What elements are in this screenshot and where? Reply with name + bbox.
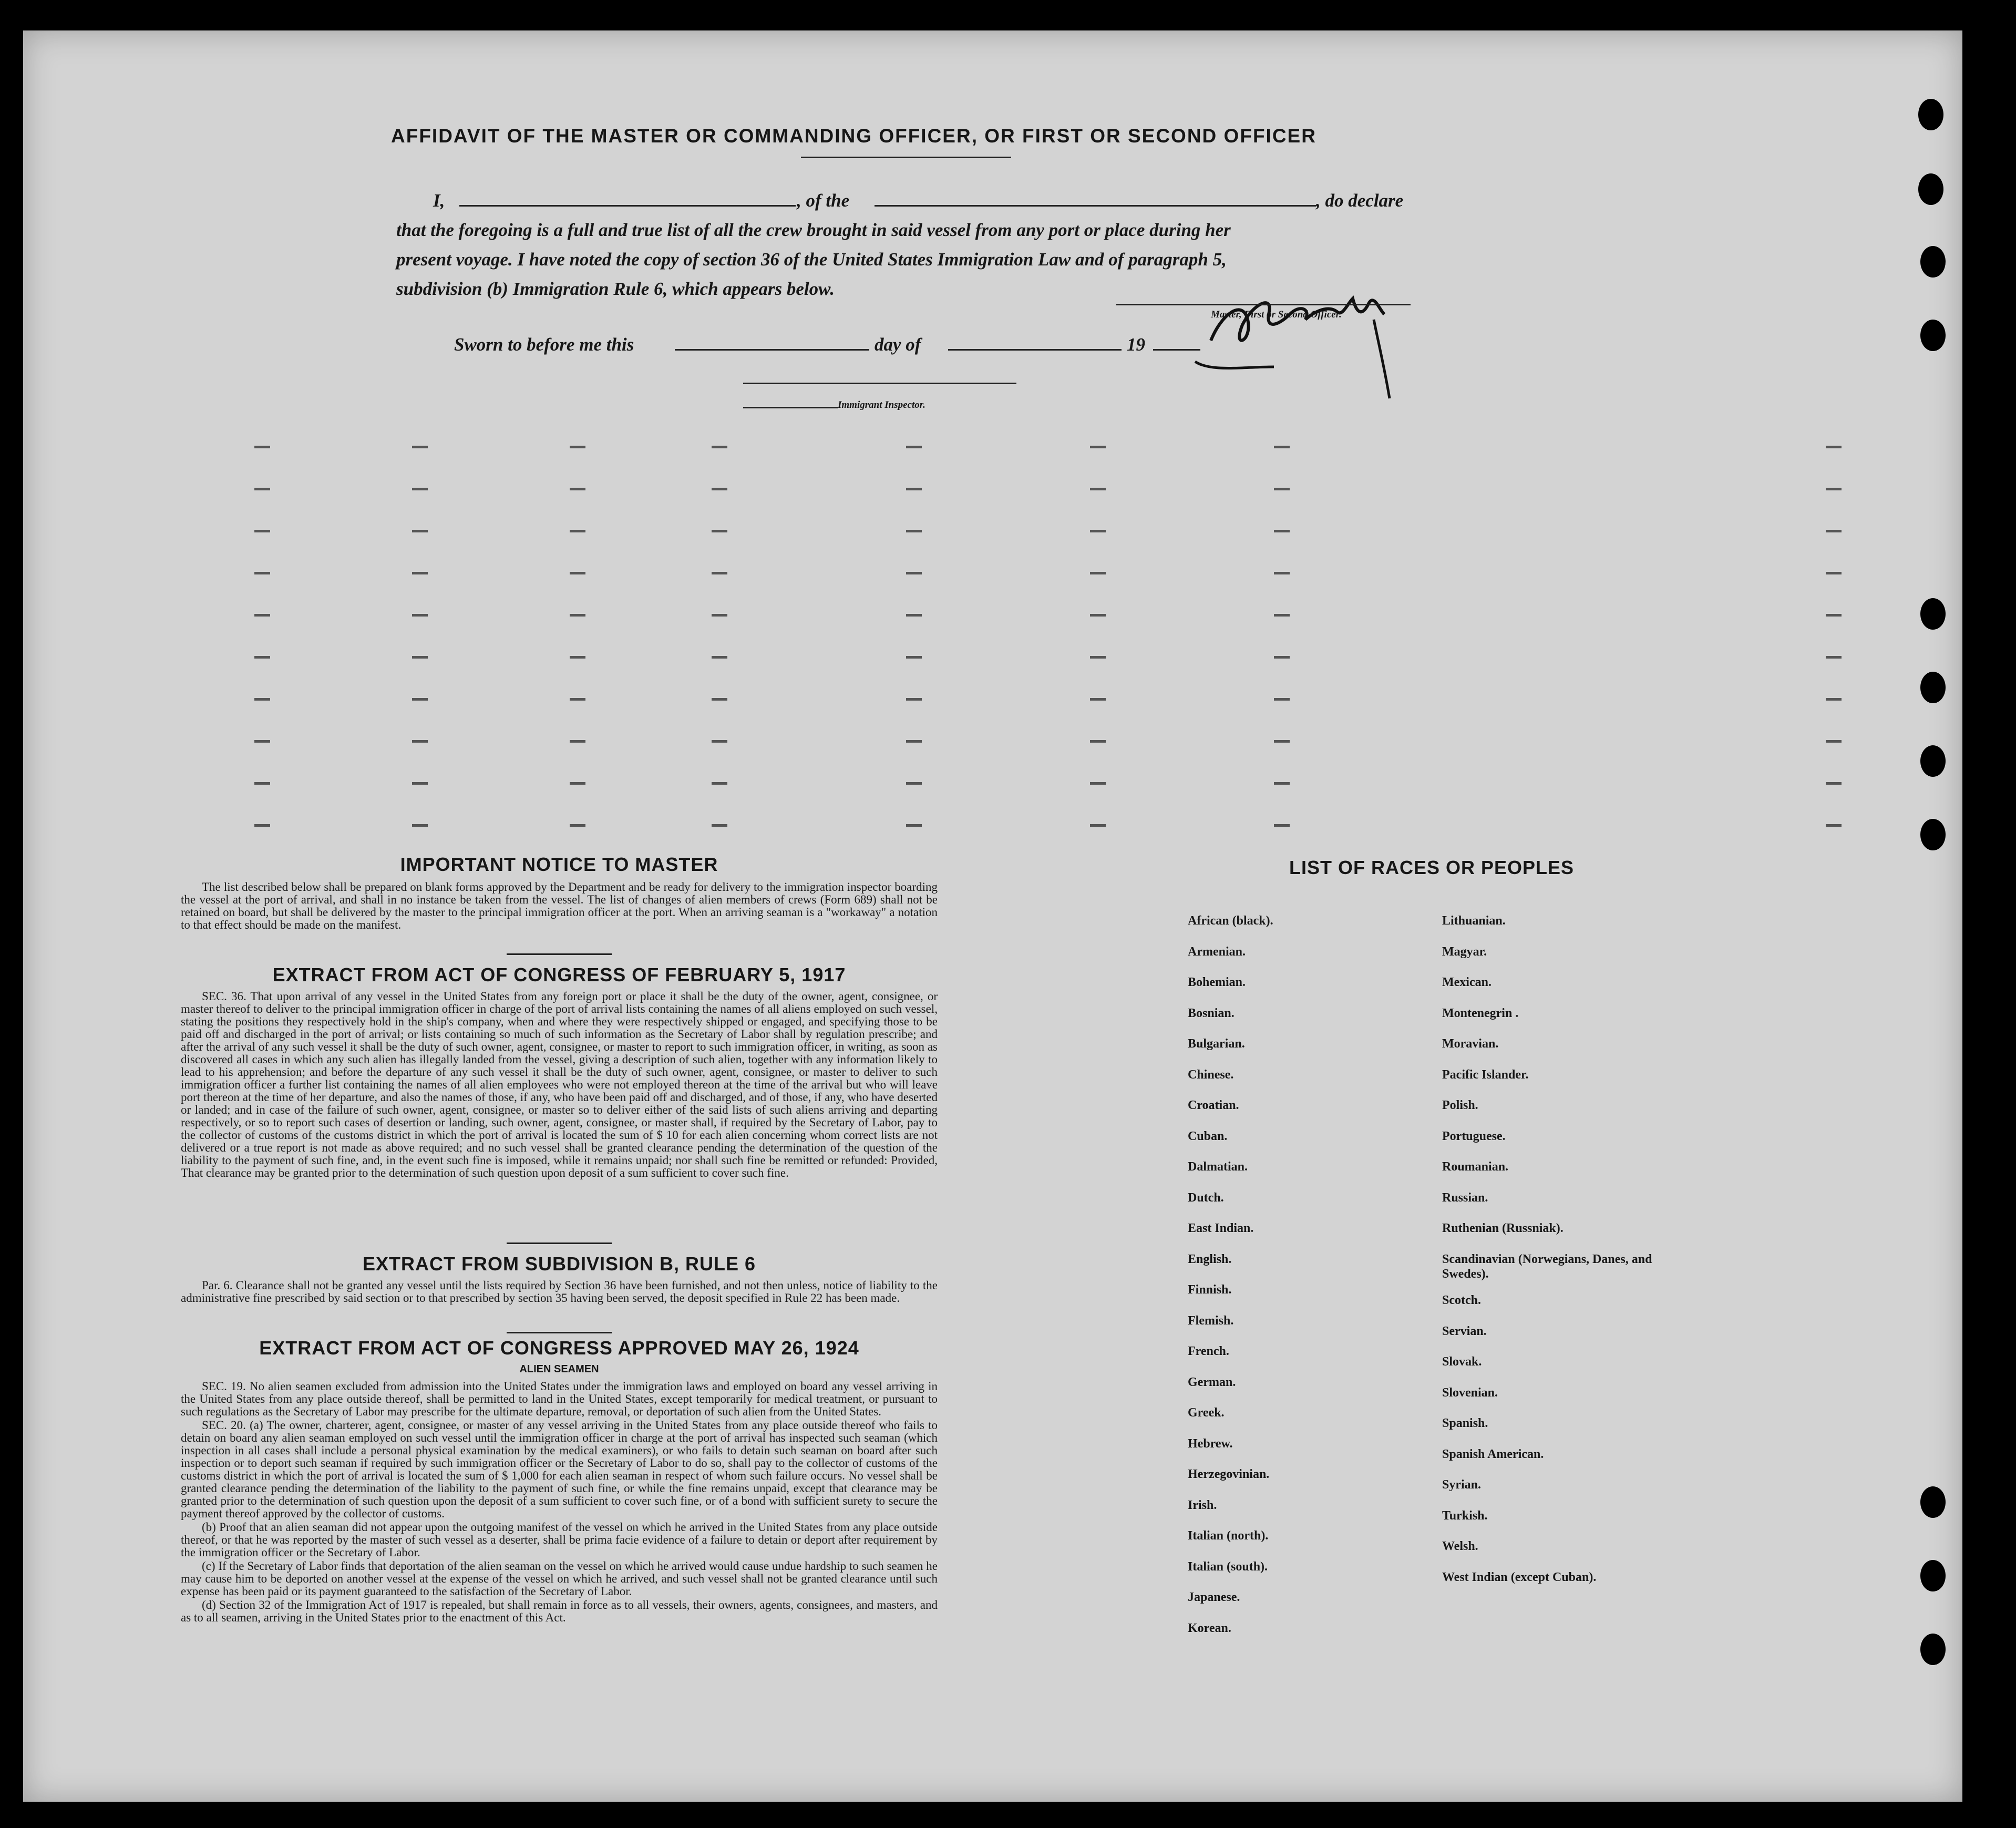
sworn-day-blank (675, 349, 869, 351)
binder-hole (1920, 1634, 1946, 1665)
race-item: Polish. (1442, 1098, 1478, 1112)
race-item: Magyar. (1442, 945, 1487, 959)
extract-1924-text (181, 1380, 938, 1625)
race-item: Mexican. (1442, 975, 1492, 989)
notice-text (181, 881, 938, 932)
binder-hole (1918, 99, 1943, 130)
inspector-signature-line (743, 383, 1016, 384)
document-page (23, 30, 1962, 1802)
binder-hole (1920, 745, 1946, 777)
extract-rule6-title: EXTRACT FROM SUBDIVISION B, RULE 6 (362, 1253, 756, 1275)
race-item: East Indian. (1188, 1221, 1254, 1235)
binder-hole (1920, 320, 1946, 351)
race-item: English. (1188, 1252, 1232, 1266)
race-item: Russian. (1442, 1191, 1488, 1205)
inspector-short-line (743, 407, 838, 408)
extract-1917-paragraph: SEC. 36. That upon arrival of any vessel in the United States from any foreign port or place it shall be the duty of the owner, agent, consignee, or master thereof to deliver to the principal immigration officer in charge of the port of arrival lists containing the names of all aliens employed on such vessel, stating the positions they respectively hold in the ship's company, when and where they were respectively shipped or engaged, and specifying those to be paid off and discharged in the port of arrival; or lists containing so much of such information as the Secretary of Labor shall by regulation prescribe; and after the arrival of any such vessel it shall be the duty of such owner, agent, consignee, or master to report to such immigration officer, in writing, as soon as discovered all cases in which any such alien has illegally landed from the vessel, giving a description of such alien, together with any information likely to lead to his apprehension; and before the departure of any such vessel it shall be the duty of such owner, agent, consignee, or master to deliver to such immigration officer a further list containing the names of all alien employees who were not employed thereon at the time of the arrival but who will leave port thereon at the time of her departure, and also the names of those, if any, who have been paid off and discharged, and of those, if any, who have deserted or landed; and in case of the failure of such owner, agent, consignee, or master so to deliver either of the said lists of such aliens arriving and departing respectively, or so to report such cases of desertion or landing, such owner, agent, consignee, or master shall, if required by the Secretary of Labor, pay to the collector of customs of the customs district in which the port of arrival is located the sum of $ 10 for each alien concerning whom correct lists are not delivered or a true report is not made as above required; and no such vessel shall be granted clearance pending the determination of the question of the liability to the payment of such fine, and, in the event such fine is imposed, while it remains unpaid; nor shall such fine be remitted or refunded: Provided, That clearance may be granted prior to the determination of such question upon deposit of a sum sufficient to cover such fine. (181, 990, 938, 1179)
race-item: Italian (north). (1188, 1529, 1269, 1543)
year-prefix: 19 (1127, 334, 1145, 355)
declaration-declare: , do declare (1316, 190, 1404, 211)
race-item: Montenegrin . (1442, 1007, 1519, 1020)
race-item: Welsh. (1442, 1539, 1478, 1553)
race-item: Finnish. (1188, 1283, 1232, 1297)
vessel-blank (875, 205, 1316, 207)
officer-signature (1179, 262, 1442, 409)
section-divider (507, 1332, 612, 1333)
extract-1924-paragraph: SEC. 20. (a) The owner, charterer, agent, consignee, or master of any vessel arriving in the United States from any place outside thereof who fails to detain on board any alien seaman employed on such vessel until the immigration officer in charge at the port of arrival has inspected such seaman (which inspection in all cases shall include a personal physical examination by the medical examiners), or who fails to detain such seaman on board after such inspection or to deport such seaman if required by such immigration officer or the Secretary of Labor to do so, shall pay to the collector of customs of the customs district in which the port of arrival is located the sum of $ 1,000 for each alien seaman in respect of whom such failure occurs. No vessel shall be granted clearance pending the determination of the liability to the payment of such fine, or while the fine remains unpaid, except that clearance may be granted prior to the determination of such question upon the deposit of a sum sufficient to cover such fine, or of a bond with sufficient surety to secure the payment thereof approved by the collector of customs. (181, 1419, 938, 1520)
notice-paragraph: The list described below shall be prepared on blank forms approved by the Department and be ready for delivery to the immigration inspector boarding the vessel at the port of arrival, and shall in no instance be taken from the vessel. The list of changes of alien members of crews (Form 689) shall not be retained on board, but shall be delivered by the master to the principal immigration officer at the port. When an arriving seaman is a "workaway" a notation to that effect should be made on the manifest. (181, 880, 938, 931)
race-item: Slovenian. (1442, 1386, 1498, 1400)
race-item: Dutch. (1188, 1191, 1224, 1205)
binder-hole (1920, 672, 1946, 703)
race-item: Irish. (1188, 1498, 1217, 1512)
binder-hole (1918, 173, 1943, 205)
extract-1924-subtitle: ALIEN SEAMEN (519, 1363, 599, 1375)
binder-hole (1920, 246, 1946, 278)
race-item: Turkish. (1442, 1509, 1488, 1523)
race-item: Syrian. (1442, 1478, 1482, 1492)
race-item: French. (1188, 1344, 1229, 1358)
race-item: Chinese. (1188, 1068, 1234, 1082)
sworn-text: Sworn to before me this (454, 334, 634, 355)
declaration-line-2: that the foregoing is a full and true list of all the crew brought in said vessel from any port or place during her (396, 220, 1231, 240)
declaration-i: I, (433, 190, 445, 211)
name-blank (459, 205, 796, 207)
extract-1924-paragraph: (d) Section 32 of the Immigration Act of 1917 is repealed, but shall remain in force as to all vessels, their owners, agents, consignees, and masters, and as to all seamen, arriving in the United States prior to the enactment of this Act. (181, 1598, 938, 1624)
extract-1917-title: EXTRACT FROM ACT OF CONGRESS OF FEBRUARY 5, 1917 (272, 964, 846, 985)
signer-label: Master, First or Second Officer. (1211, 309, 1342, 320)
day-of-label: day of (875, 334, 921, 355)
declaration-line-3: present voyage. I have noted the copy of section 36 of the United States Immigration Law and of paragraph 5, (396, 249, 1227, 270)
extract-1924-title: EXTRACT FROM ACT OF CONGRESS APPROVED MAY 26, 1924 (259, 1337, 859, 1359)
extract-1924-paragraph: SEC. 19. No alien seamen excluded from admission into the United States under the immigration laws and employed on board any vessel arriving in the United States from any place outside thereof, shall be permitted to land in the United States, except temporarily for medical treatment, or pursuant to such regulations as the Secretary of Labor may prescribe for the ultimate departure, removal, or deportation of such alien from the United States. (181, 1380, 938, 1418)
race-item: Croatian. (1188, 1098, 1239, 1112)
race-item: Moravian. (1442, 1037, 1499, 1051)
race-item: Hebrew. (1188, 1437, 1233, 1451)
race-item: African (black). (1188, 914, 1273, 928)
title-underline (801, 157, 1011, 158)
race-item: Bulgarian. (1188, 1037, 1245, 1051)
binder-hole (1920, 819, 1946, 850)
race-item: Spanish American. (1442, 1447, 1544, 1461)
binder-hole (1920, 1560, 1946, 1591)
race-item: Lithuanian. (1442, 914, 1506, 928)
sworn-month-blank (948, 349, 1122, 351)
binder-hole (1920, 1486, 1946, 1518)
race-item: West Indian (except Cuban). (1442, 1570, 1597, 1584)
notice-title: IMPORTANT NOTICE TO MASTER (400, 854, 718, 875)
inspector-label: Immigrant Inspector. (838, 399, 925, 410)
sworn-year-blank (1153, 349, 1200, 351)
race-item: Roumanian. (1442, 1160, 1509, 1174)
races-title: LIST OF RACES OR PEOPLES (1289, 857, 1575, 878)
race-item: Scandinavian (Norwegians, Danes, and Swedes). (1442, 1252, 1652, 1281)
race-item: Greek. (1188, 1406, 1225, 1420)
declaration-line-4: subdivision (b) Immigration Rule 6, which appears below. (396, 279, 835, 299)
race-item: Bosnian. (1188, 1007, 1235, 1020)
race-item: Herzegovinian. (1188, 1467, 1270, 1481)
race-item: Dalmatian. (1188, 1160, 1248, 1174)
race-item: Pacific Islander. (1442, 1068, 1529, 1082)
race-item: Spanish. (1442, 1416, 1488, 1430)
race-item: Ruthenian (Russniak). (1442, 1221, 1564, 1235)
extract-1917-text (181, 990, 938, 1180)
extract-1924-paragraph: (c) If the Secretary of Labor finds that deportation of the alien seaman on the vessel on which he arrived would cause undue hardship to such seamen he may cause him to be deported on another vessel at the expense of the vessel on which he arrived, and such vessel shall not be granted clearance until such expense has been paid or its payment guaranteed to the satisfaction of the Secretary of Labor. (181, 1559, 938, 1598)
race-item: Flemish. (1188, 1314, 1234, 1328)
signature-line (1116, 304, 1411, 305)
race-item: Korean. (1188, 1621, 1231, 1635)
declaration-of-the: , of the (797, 190, 850, 211)
race-item: Servian. (1442, 1324, 1487, 1338)
extract-rule6-text (181, 1279, 938, 1306)
section-divider (507, 953, 612, 955)
binder-hole (1920, 598, 1946, 630)
affidavit-title: AFFIDAVIT OF THE MASTER OR COMMANDING OFFICER, OR FIRST OR SECOND OFFICER (391, 125, 1316, 147)
race-item: Japanese. (1188, 1590, 1240, 1604)
race-item: Cuban. (1188, 1129, 1228, 1143)
race-item: Slovak. (1442, 1355, 1482, 1369)
race-item: Italian (south). (1188, 1560, 1268, 1574)
race-item: Scotch. (1442, 1293, 1481, 1307)
section-divider (507, 1242, 612, 1244)
extract-rule6-paragraph: Par. 6. Clearance shall not be granted any vessel until the lists required by Section 36 have been furnished, and not then unless, notice of liability to the administrative fine prescribed by said section or to that prescribed by section 35 having been served, the deposit specified in Rule 22 has been made. (181, 1279, 938, 1305)
race-item: Bohemian. (1188, 975, 1246, 989)
extract-1924-paragraph: (b) Proof that an alien seaman did not appear upon the outgoing manifest of the vessel on which he arrived in the United States from any place outside thereof, or that he was reported by the master of such vessel as a deserter, shall be prima facie evidence of a failure to detain or deport after requirement by the immigration officer or the Secretary of Labor. (181, 1521, 938, 1559)
race-item: Armenian. (1188, 945, 1246, 959)
race-item: German. (1188, 1375, 1236, 1389)
race-item: Portuguese. (1442, 1129, 1506, 1143)
